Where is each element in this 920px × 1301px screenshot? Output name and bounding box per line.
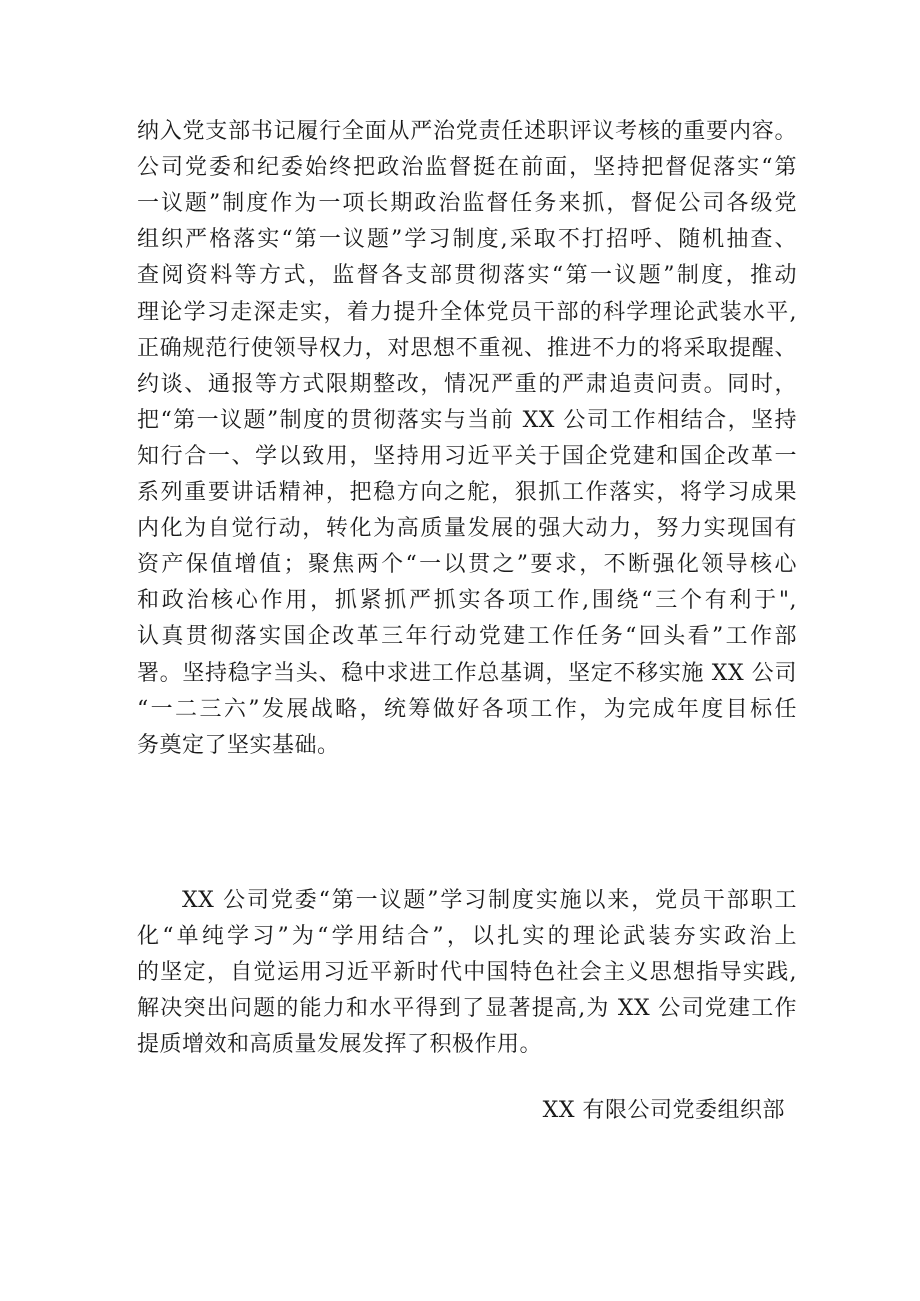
text-line: 和政治核心作用，抓紧抓严抓实各项工作,围绕“三个有利于", (137, 588, 797, 613)
text-line: 把“第一议题”制度的贯彻落实与当前 XX 公司工作相结合，坚持 (137, 408, 797, 433)
text-line: “一二三六”发展战略，统筹做好各项工作，为完成年度目标任 (137, 697, 797, 722)
text-line: 查阅资料等方式，监督各支部贯彻落实“第一议题”制度，推动 (137, 263, 797, 288)
text-line: 的坚定，自觉运用习近平新时代中国特色社会主义思想指导实践, (137, 960, 797, 985)
signature: XX 有限公司党委组织部 (542, 1098, 785, 1123)
text-line: 组织严格落实“第一议题”学习制度,采取不打招呼、随机抽查、 (137, 227, 797, 252)
text-line: 公司党委和纪委始终把政治监督挺在前面，坚持把督促落实“第 (137, 155, 797, 180)
text-line: 正确规范行使领导权力，对思想不重视、推进不力的将采取提醒、 (137, 336, 797, 361)
text-line: 约谈、通报等方式限期整改，情况严重的严肃追责问责。同时， (137, 372, 797, 397)
text-line: 提质增效和高质量发展发挥了积极作用。 (137, 1032, 543, 1057)
text-line: 内化为自觉行动，转化为高质量发展的强大动力，努力实现国有 (137, 516, 797, 541)
text-line: 理论学习走深走实，着力提升全体党员干部的科学理论武装水平, (137, 300, 797, 325)
text-line: 资产保值增值；聚焦两个“一以贯之”要求，不断强化领导核心 (137, 552, 797, 577)
text-line: 认真贯彻落实国企改革三年行动党建工作任务“回头看”工作部 (137, 624, 797, 649)
text-line: 解决突出问题的能力和水平得到了显著提高,为 XX 公司党建工作 (137, 996, 797, 1021)
text-line: 纳入党支部书记履行全面从严治党责任述职评议考核的重要内容。 (137, 119, 797, 144)
text-line: 化“单纯学习”为“学用结合”，以扎实的理论武装夯实政治上 (137, 924, 797, 949)
text-line: 一议题”制度作为一项长期政治监督任务来抓，督促公司各级党 (137, 191, 797, 216)
text-line: 务奠定了坚实基础。 (137, 733, 340, 758)
text-line: 知行合一、学以致用，坚持用习近平关于国企党建和国企改革一 (137, 444, 797, 469)
text-line: XX 公司党委“第一议题”学习制度实施以来，党员干部职工 (182, 888, 797, 913)
text-line: 系列重要讲话精神，把稳方向之舵，狠抓工作落实，将学习成果 (137, 480, 797, 505)
text-line: 署。坚持稳字当头、稳中求进工作总基调，坚定不移实施 XX 公司 (137, 661, 797, 686)
